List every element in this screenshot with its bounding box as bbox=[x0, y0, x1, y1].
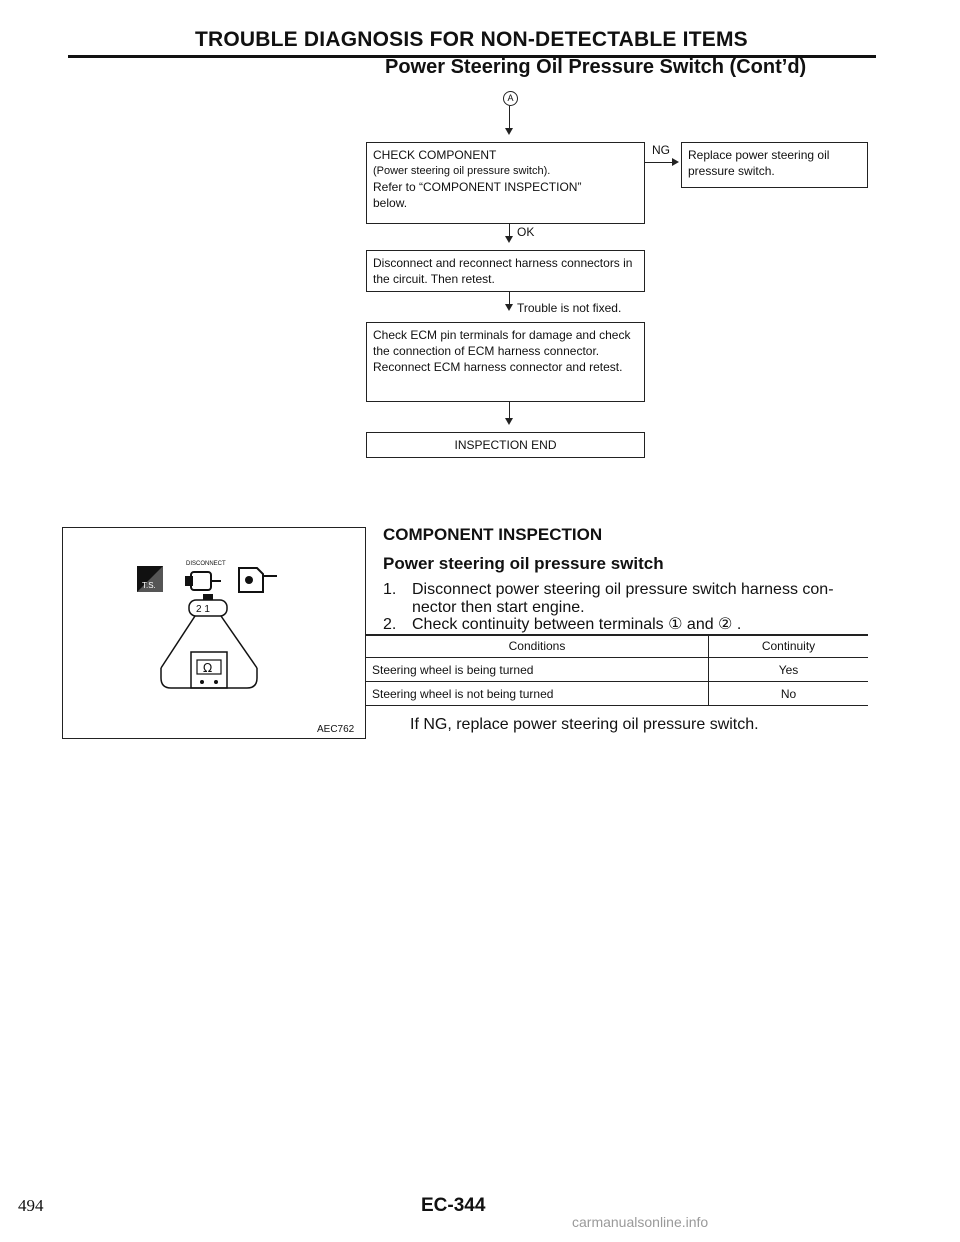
flow-step-check-component bbox=[366, 142, 645, 224]
terminal-connector-icon bbox=[189, 594, 227, 616]
flow-step-line: Refer to “COMPONENT INSPECTION” bbox=[373, 180, 582, 194]
watermark: carmanualsonline.info bbox=[572, 1214, 709, 1230]
flow-step-check-ecm: Check ECM pin terminals for damage and check the connection of ECM harness connector. Reconnect ECM harness connector and retest. bbox=[366, 322, 645, 402]
continuity-table bbox=[366, 634, 868, 706]
flow-arrow bbox=[672, 158, 679, 166]
flow-connector-a: A bbox=[503, 91, 518, 106]
table-cell: Steering wheel is not being turned bbox=[366, 682, 709, 706]
table-row bbox=[366, 682, 868, 706]
component-diagram bbox=[62, 527, 366, 739]
page-number: 494 bbox=[18, 1196, 44, 1215]
flow-step-line: (Power steering oil pressure switch). bbox=[373, 165, 551, 177]
ng-note: If NG, replace power steering oil pressure switch. bbox=[410, 716, 759, 733]
step-number: 1. bbox=[383, 581, 397, 598]
disconnect-label: DISCONNECT bbox=[186, 561, 226, 567]
flow-trouble-label: Trouble is not fixed. bbox=[517, 301, 622, 315]
table-header: Conditions bbox=[366, 634, 709, 658]
flow-arrow bbox=[505, 236, 513, 243]
flow-inspection-end: INSPECTION END bbox=[366, 432, 645, 458]
page-code: EC-344 bbox=[421, 1195, 486, 1216]
table-cell: Yes bbox=[709, 658, 869, 682]
table-header-row bbox=[366, 634, 868, 658]
flow-step-title: CHECK COMPONENT bbox=[373, 148, 497, 162]
table-cell: No bbox=[709, 682, 869, 706]
flow-ok-label: OK bbox=[517, 225, 535, 239]
page-title: TROUBLE DIAGNOSIS FOR NON-DETECTABLE ITEMS bbox=[195, 28, 748, 51]
table-row bbox=[366, 658, 868, 682]
flow-ng-label: NG bbox=[652, 143, 670, 157]
section-subheading: Power steering oil pressure switch bbox=[383, 554, 664, 573]
step-text-continued: nector then start engine. bbox=[412, 599, 585, 616]
section-heading: COMPONENT INSPECTION bbox=[383, 525, 603, 544]
step-text: Disconnect power steering oil pressure switch harness con- bbox=[412, 581, 834, 598]
ohmmeter-icon bbox=[191, 652, 227, 688]
flow-step-reconnect: Disconnect and reconnect harness connectors in the circuit. Then retest. bbox=[366, 250, 645, 292]
harness-connector-icon bbox=[239, 568, 277, 592]
ts-icon-label: T.S. bbox=[142, 581, 156, 590]
figure-code: AEC762 bbox=[317, 724, 355, 735]
flow-ng-action-box: Replace power steering oil pressure switch. bbox=[681, 142, 868, 188]
connector-disconnect-icon bbox=[185, 572, 221, 590]
ts-icon bbox=[137, 566, 163, 592]
flow-arrow bbox=[505, 304, 513, 311]
terminal-numbers: 2 1 bbox=[196, 604, 210, 615]
ohm-symbol: Ω bbox=[203, 661, 213, 675]
table-header: Continuity bbox=[709, 634, 869, 658]
step-number: 2. bbox=[383, 616, 397, 633]
flow-arrow bbox=[505, 418, 513, 425]
flow-arrow bbox=[505, 128, 513, 135]
flow-line bbox=[509, 106, 510, 128]
diagram-drawing bbox=[63, 528, 365, 738]
page-subtitle: Power Steering Oil Pressure Switch (Cont’d) bbox=[385, 56, 807, 78]
step-text: Check continuity between terminals ① and ② . bbox=[412, 616, 742, 633]
table-cell: Steering wheel is being turned bbox=[366, 658, 709, 682]
flow-line bbox=[645, 162, 675, 163]
flow-step-line: below. bbox=[373, 196, 408, 210]
